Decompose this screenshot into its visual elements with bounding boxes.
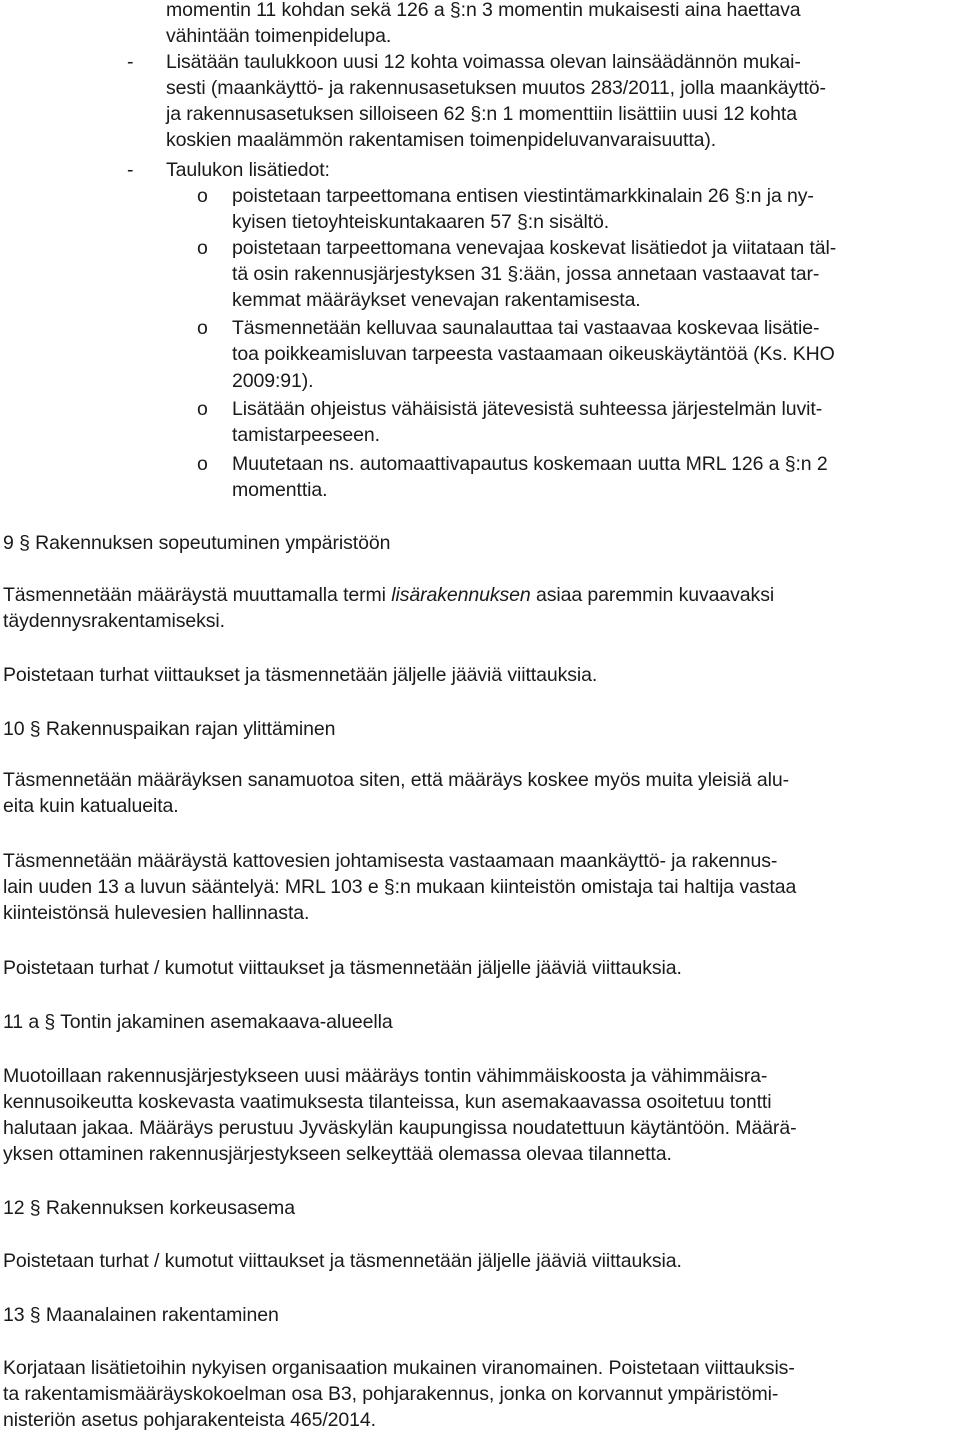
text-line: Täsmennetään määräystä kattovesien johtamisesta vastaamaan maankäyttö- ja rakennus- [3,850,778,872]
text-line: poistetaan tarpeettomana entisen viestintämarkkinalain 26 §:n ja ny- [232,185,814,207]
sub-bullet: o [197,398,208,420]
text-line: halutaan jakaa. Määräys perustuu Jyväskylän kaupungissa noudatettuun käytäntöön. Määrä- [3,1117,797,1139]
text-line: kemmat määräykset venevajan rakentamisesta. [232,289,641,311]
text-line: koskien maalämmön rakentamisen toimenpideluvanvaraisuutta). [166,129,717,151]
sub-bullet: o [197,237,208,259]
text-line: tamistarpeeseen. [232,424,380,446]
section-heading-9: 9 § Rakennuksen sopeutuminen ympäristöön [3,532,391,554]
text-line: momenttia. [232,479,328,501]
sub-bullet: o [197,317,208,339]
text-line: poistetaan tarpeettomana venevajaa koskevat lisätiedot ja viitataan täl- [232,237,837,259]
text-line: sesti (maankäyttö- ja rakennusasetuksen muutos 283/2011, jolla maankäyttö- [166,77,826,99]
text-line: vähintään toimenpidelupa. [166,25,392,47]
text-line: kiinteistönsä hulevesien hallinnasta. [3,902,310,924]
text-line: Muotoillaan rakennusjärjestykseen uusi määräys tontin vähimmäiskoosta ja vähimmäisra- [3,1065,768,1087]
list-dash: - [127,51,134,73]
text-line: Täsmennetään määräystä muuttamalla termi lisärakennuksen asiaa paremmin kuvaavaksi [3,584,775,606]
text-line: täydennysrakentamiseksi. [3,610,225,632]
text-line: Täsmennetään kelluvaa saunalauttaa tai vastaavaa koskevaa lisätie- [232,317,820,339]
text-line: tä osin rakennusjärjestyksen 31 §:ään, jossa annetaan vastaavat tar- [232,263,820,285]
text-line: Poistetaan turhat / kumotut viittaukset ja täsmennetään jäljelle jääviä viittauksia. [3,1250,682,1272]
text-line: ja rakennusasetuksen silloiseen 62 §:n 1 momenttiin lisättiin uusi 12 kohta [166,103,797,125]
text-line: kyisen tietoyhteiskuntakaaren 57 §:n sisältö. [232,211,610,233]
section-heading-12: 12 § Rakennuksen korkeusasema [3,1197,295,1219]
text-line: Poistetaan turhat viittaukset ja täsmennetään jäljelle jääviä viittauksia. [3,664,598,686]
text-line: 2009:91). [232,370,314,392]
text-line: Poistetaan turhat / kumotut viittaukset ja täsmennetään jäljelle jääviä viittauksia. [3,957,682,979]
italic-term: lisärakennuksen [391,584,531,606]
text-line: kennusoikeutta koskevasta vaatimuksesta tilanteissa, kun asemakaavassa osoitetuu tontti [3,1091,772,1113]
text-line: Taulukon lisätiedot: [166,159,330,181]
text-line: lain uuden 13 a luvun sääntelyä: MRL 103 e §:n mukaan kiinteistön omistaja tai haltija vastaa [3,876,797,898]
sub-bullet: o [197,185,208,207]
section-heading-13: 13 § Maanalainen rakentaminen [3,1304,279,1326]
text-line: Muutetaan ns. automaattivapautus koskemaan uutta MRL 126 a §:n 2 [232,453,828,475]
text-line: toa poikkeamisluvan tarpeesta vastaamaan oikeuskäytäntöä (Ks. KHO [232,343,835,365]
text-line: Lisätään ohjeistus vähäisistä jätevesistä suhteessa järjestelmän luvit- [232,398,823,420]
text-line: Korjataan lisätietoihin nykyisen organisaation mukainen viranomainen. Poistetaan viittauksis- [3,1357,795,1379]
sub-bullet: o [197,453,208,475]
section-heading-11a: 11 a § Tontin jakaminen asemakaava-alueella [3,1011,393,1033]
text-line: momentin 11 kohdan sekä 126 a §:n 3 momentin mukaisesti aina haettava [166,0,801,21]
text-line: ta rakentamismääräyskokoelman osa B3, pohjarakennus, jonka on korvannut ympäristömi- [3,1383,779,1405]
text-line: Täsmennetään määräyksen sanamuotoa siten, että määräys koskee myös muita yleisiä alu- [3,769,789,791]
text-line: yksen ottaminen rakennusjärjestykseen selkeyttää olemassa olevaa tilannetta. [3,1143,672,1165]
list-dash: - [127,159,134,181]
text-line: Lisätään taulukkoon uusi 12 kohta voimassa olevan lainsäädännön mukai- [166,51,801,73]
section-heading-10: 10 § Rakennuspaikan rajan ylittäminen [3,718,336,740]
text-line: eita kuin katualueita. [3,795,179,817]
text-line: nisteriön asetus pohjarakenteista 465/2014. [3,1409,376,1431]
